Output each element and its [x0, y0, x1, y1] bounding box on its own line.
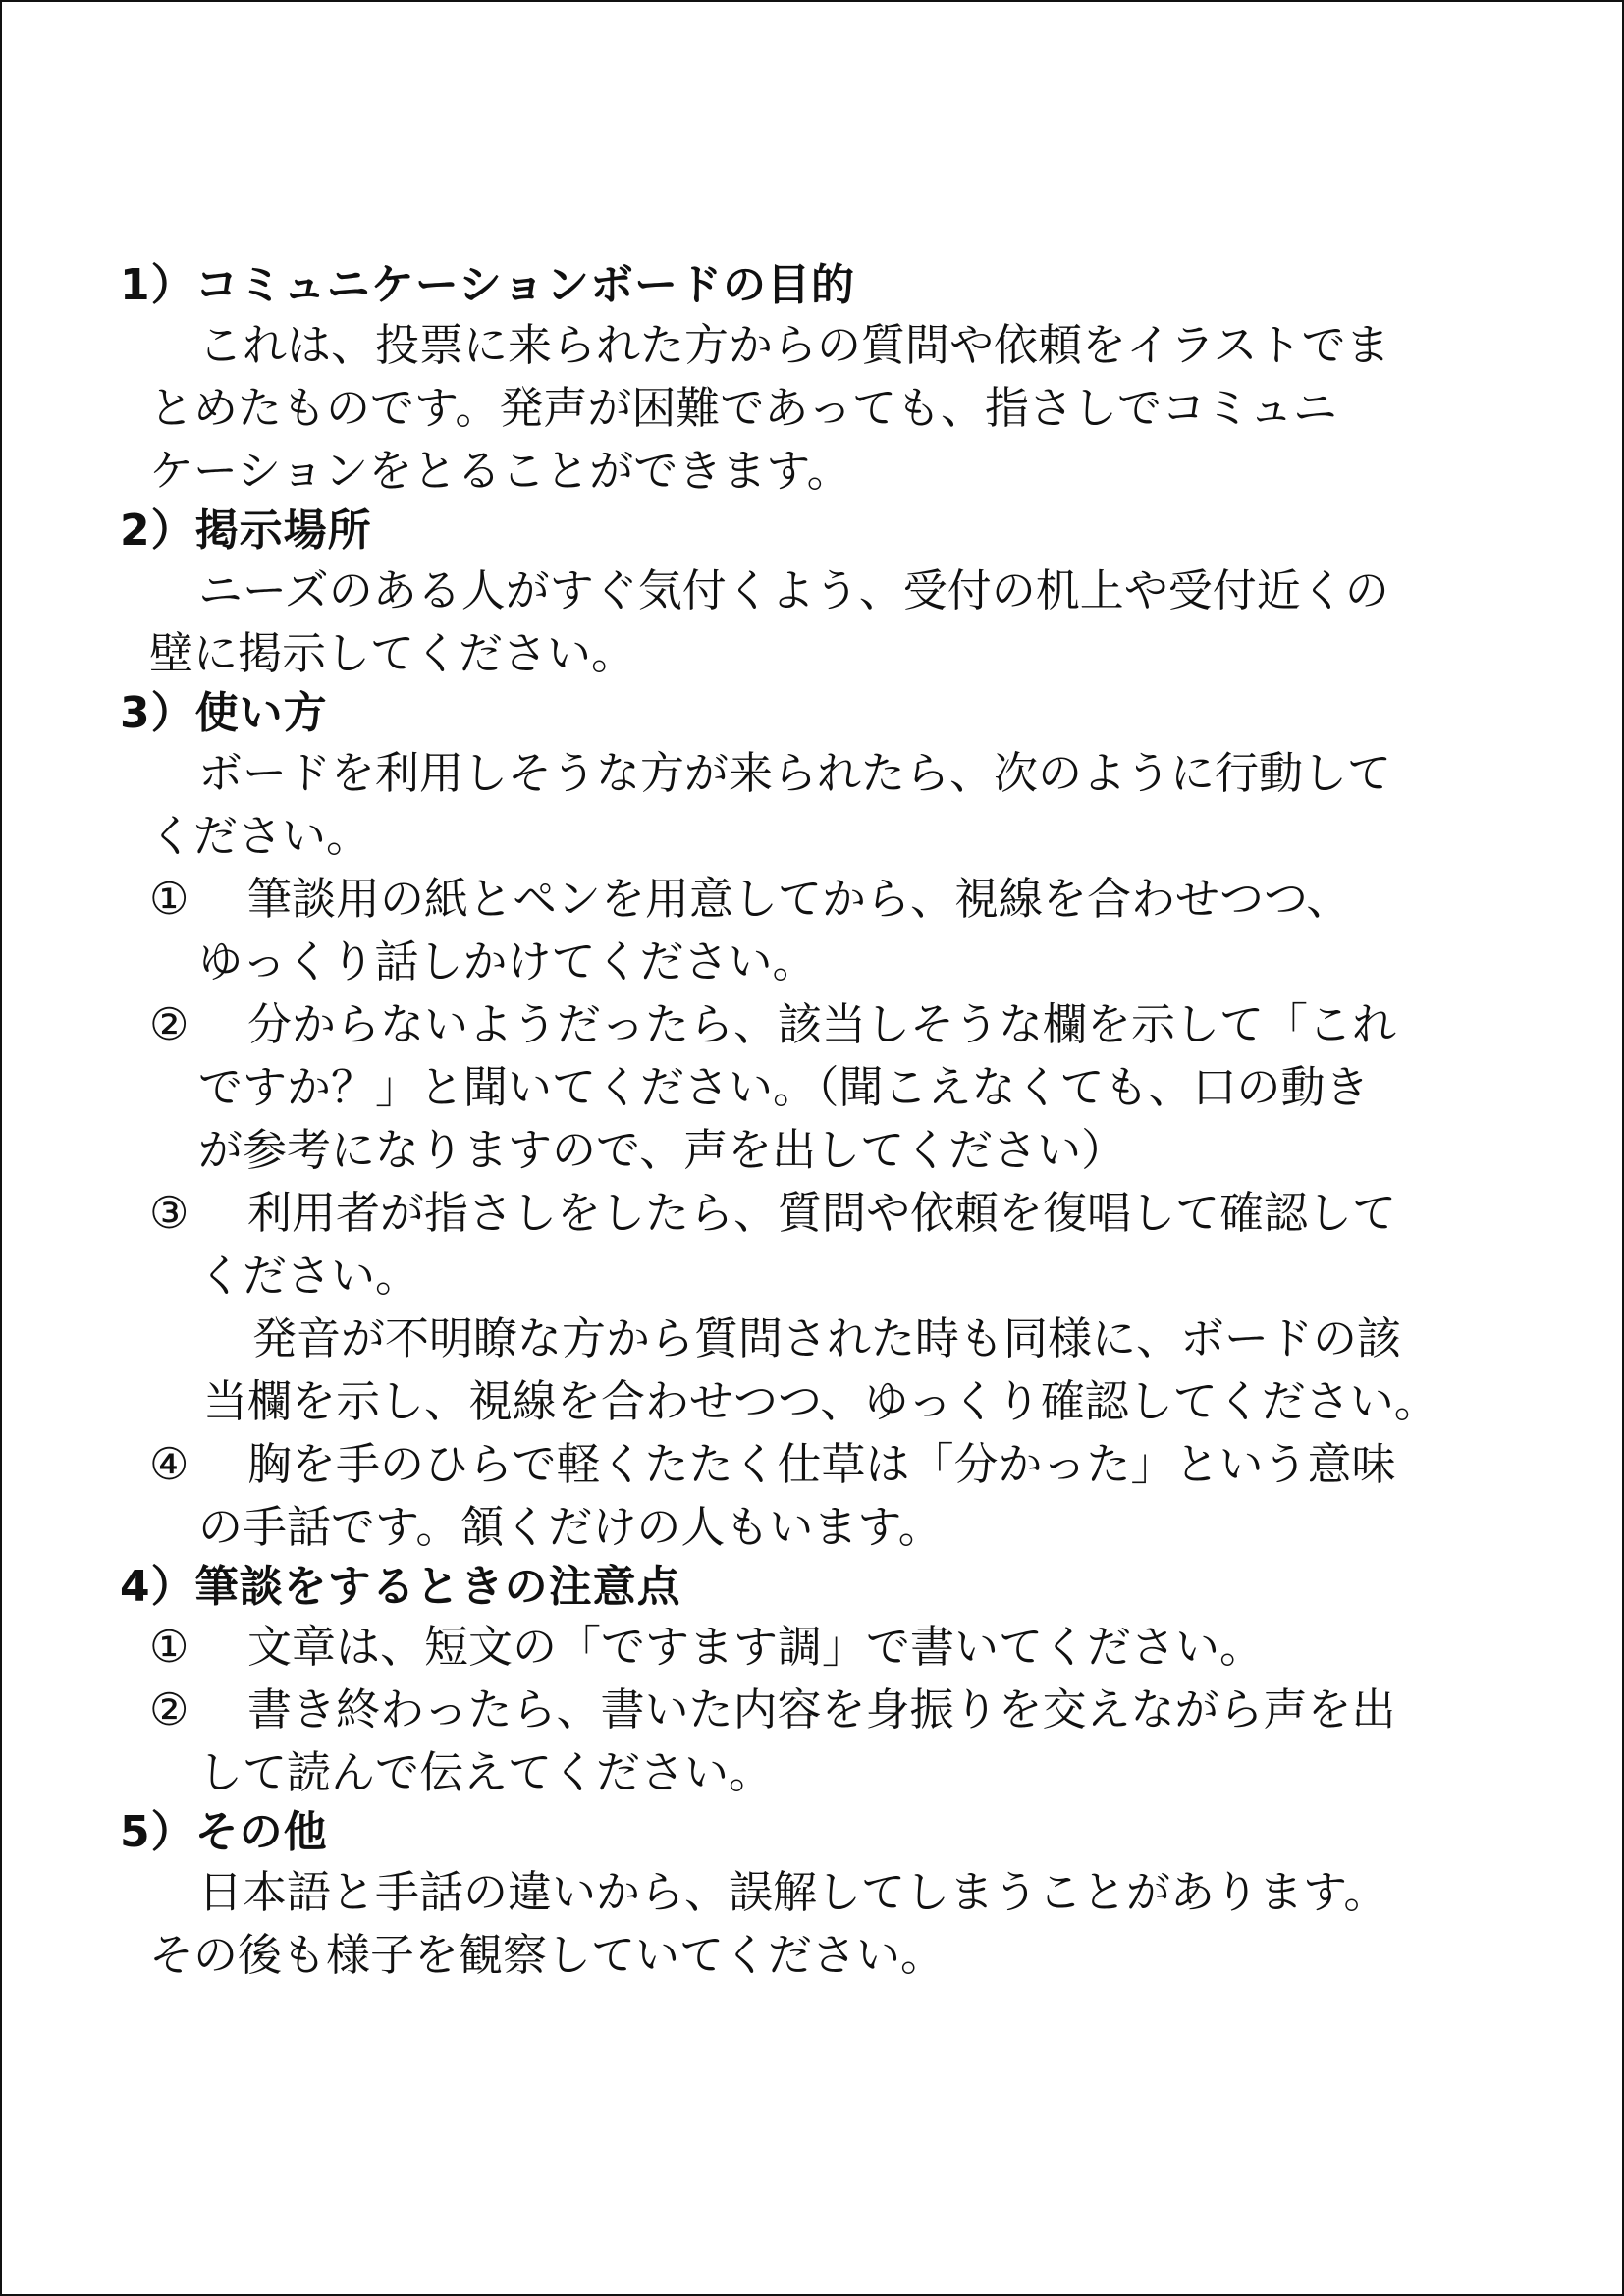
item-text: 文章は、短文の「ですます調」で書いてください。: [247, 1621, 1265, 1673]
paragraph-line: ください。: [149, 810, 371, 862]
section-other: [120, 1804, 1514, 1987]
item-text: 当欄を示し、視線を合わせつつ、ゆっくり確認してください。: [203, 1375, 1438, 1427]
paragraph-line: ニーズのある人がすぐ気付くよう、受付の机上や受付近くの: [198, 564, 1389, 616]
item-text: 筆談用の紙とペンを用意してから、視線を合わせつつ、: [247, 873, 1351, 925]
section-heading: 3）使い方: [120, 688, 328, 738]
item-number: ④: [149, 1438, 189, 1490]
list-item: [120, 1433, 1514, 1559]
section-location: [120, 503, 1514, 685]
paragraph-line: とめたものです。発声が困難であっても、指さしでコミュニ: [149, 382, 1338, 434]
section-heading: 5）その他: [120, 1807, 328, 1857]
item-text: が参考になりますので、声を出してください）: [198, 1124, 1126, 1176]
section-heading: 1）コミュニケーションボードの目的: [120, 260, 855, 310]
item-text: 発音が不明瞭な方から質問された時も同様に、ボードの該: [252, 1312, 1402, 1364]
section-usage: [120, 685, 1514, 1559]
item-text: 分からないようだったら、該当しそうな欄を示して「これ: [247, 998, 1397, 1050]
paragraph-line: これは、投票に来られた方からの質問や依頼をイラストでま: [198, 319, 1390, 371]
item-number: ③: [149, 1187, 189, 1239]
section-heading: 2）掲示場所: [120, 506, 372, 556]
document-body: [120, 257, 1514, 1987]
paragraph-line: 壁に掲示してください。: [149, 627, 636, 679]
section-writing-notes: [120, 1559, 1514, 1804]
item-text: 胸を手のひらで軽くたたく仕草は「分かった」という意味: [247, 1438, 1396, 1490]
list-item: [120, 1679, 1514, 1804]
item-text: の手話です。頷くだけの人もいます。: [198, 1501, 943, 1553]
paragraph-line: ボードを利用しそうな方が来られたら、次のように行動して: [198, 747, 1392, 799]
item-text: ですか？」と聞いてください。（聞こえなくても、口の動き: [198, 1061, 1370, 1113]
paragraph-line: その後も様子を観察していてください。: [149, 1929, 946, 1981]
item-text: 利用者が指さしをしたら、質問や依頼を復唱して確認して: [247, 1187, 1397, 1239]
item-text: ください。: [198, 1250, 420, 1302]
section-purpose: [120, 257, 1514, 503]
paragraph-line: 日本語と手話の違いから、誤解してしまうことがあります。: [198, 1866, 1388, 1918]
list-item: [120, 868, 1514, 993]
item-number: ①: [149, 1621, 189, 1673]
list-item: [120, 1182, 1514, 1433]
list-item: [120, 993, 1514, 1182]
item-text: ゆっくり話しかけてください。: [198, 935, 817, 988]
item-number: ②: [149, 998, 189, 1050]
item-text: して読んで伝えてください。: [198, 1746, 774, 1798]
paragraph-line: ケーションをとることができます。: [149, 445, 851, 497]
section-heading: 4）筆談をするときの注意点: [120, 1562, 681, 1612]
list-item: [120, 1616, 1514, 1679]
item-number: ②: [149, 1683, 189, 1735]
item-number: ①: [149, 873, 189, 925]
item-text: 書き終わったら、書いた内容を身振りを交えながら声を出: [247, 1683, 1396, 1735]
